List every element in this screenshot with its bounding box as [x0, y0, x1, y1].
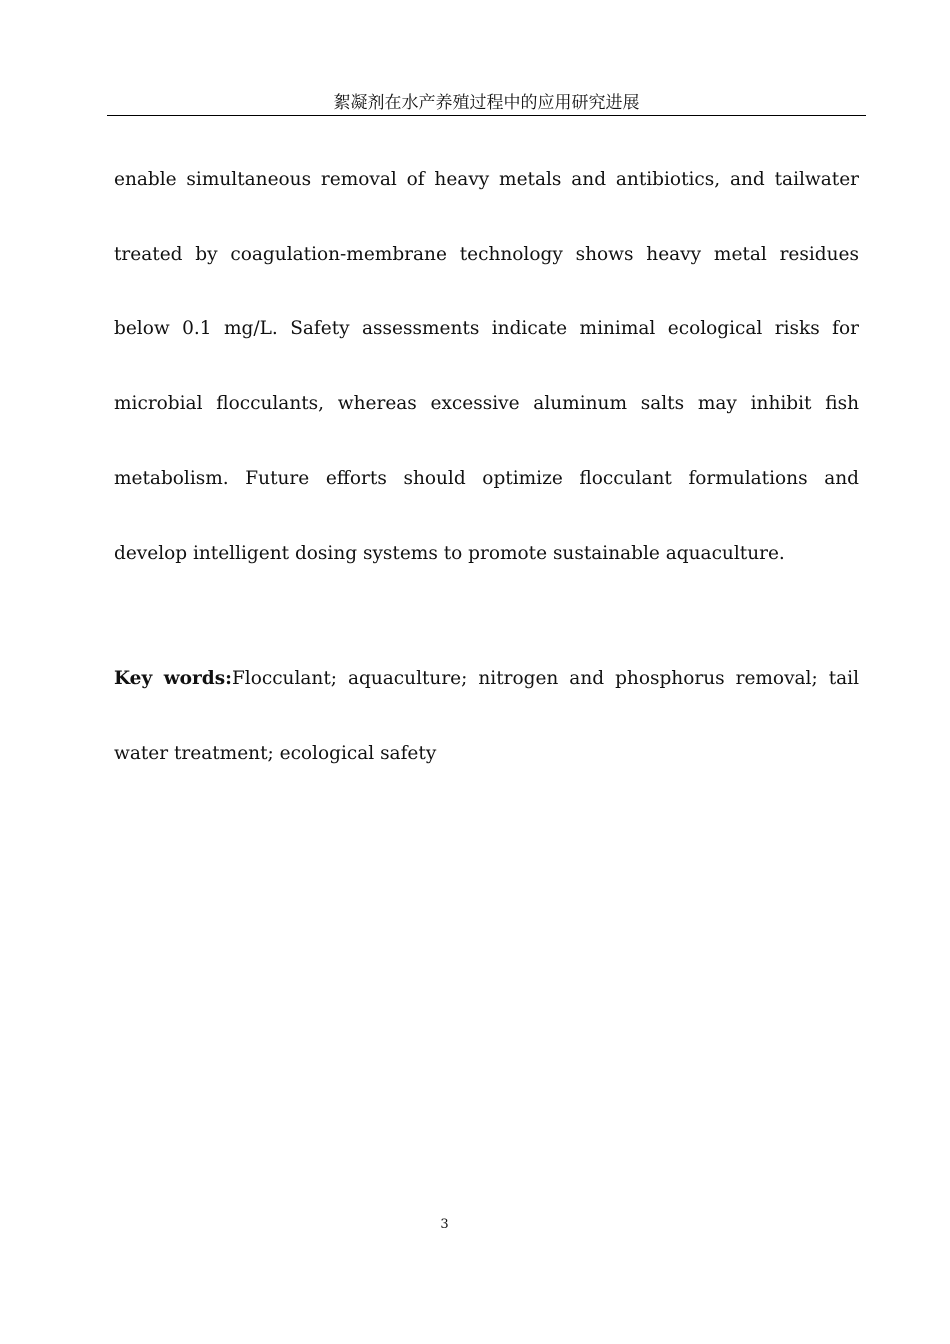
keywords-paragraph — [114, 642, 859, 791]
keywords-text: Flocculant; aquaculture; nitrogen and phosphorus removal; tail water treatment; ecological safety — [114, 668, 859, 764]
running-header — [107, 92, 866, 116]
page-number: 3 — [440, 1217, 449, 1232]
abstract-paragraph: enable simultaneous removal of heavy metals and antibiotics, and tailwater treated by coagulation-membrane technology shows heavy metal residues below 0.1 mg/L. Safety assessments indicate minimal ecological risks for microbial flocculants, whereas excessive aluminum salts may inhibit fish metabolism. Future efforts should optimize flocculant formulations and develop intelligent dosing systems to promote sustainable aquaculture. — [114, 169, 859, 564]
keywords-label: Key words: — [114, 668, 232, 689]
running-header-title: 絮凝剂在水产养殖过程中的应用研究进展 — [333, 93, 640, 113]
